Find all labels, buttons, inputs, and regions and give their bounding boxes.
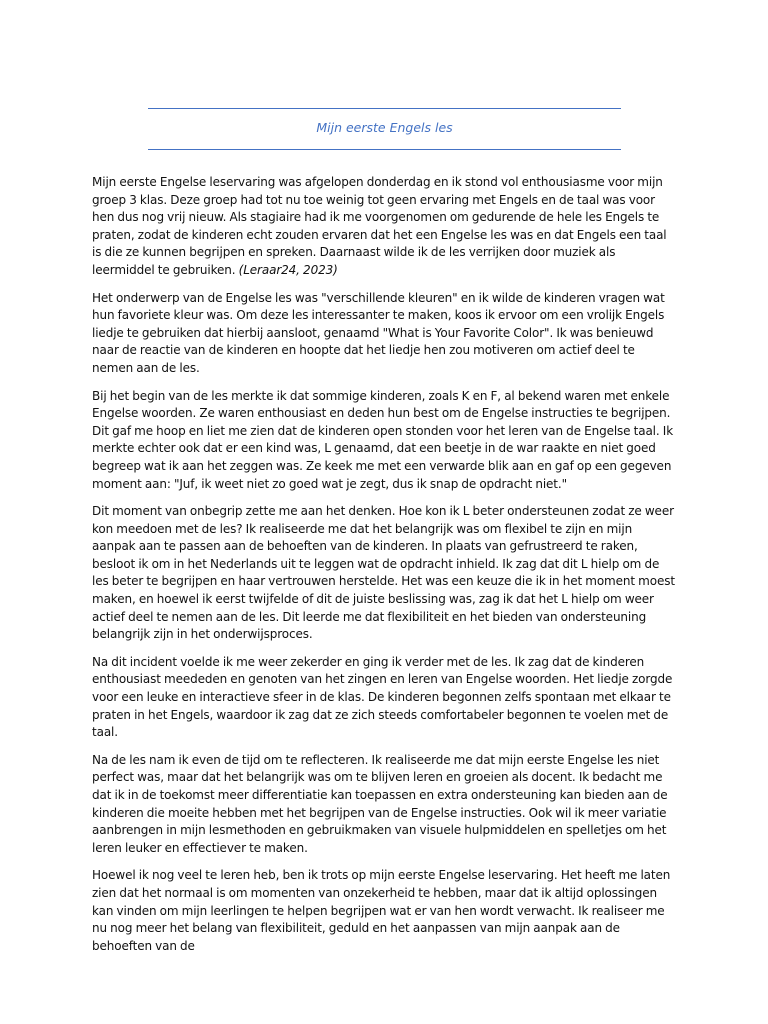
title-block	[148, 108, 621, 150]
citation: (Leraar24, 2023)	[238, 262, 338, 277]
paragraph-3: Bij het begin van de les merkte ik dat sommige kinderen, zoals K en F, al bekend waren met enkele Engelse woorden. Ze waren enthousiast en deden hun best om de Engelse instructies te begrijpen. Dit gaf me hoop en liet me zien dat de kinderen open stonden voor het leren van de Engelse taal. Ik merkte echter ook dat er een kind was, L genaamd, dat een beetje in de war raakte en niet goed begreep wat ik aan het zeggen was. Ze keek me met een verwarde blik aan en gaf op een gegeven moment aan: "Juf, ik weet niet zo goed wat je zegt, dus ik snap de opdracht niet."	[92, 388, 674, 491]
title-top-rule	[148, 108, 621, 109]
document-body	[92, 174, 678, 965]
title-bottom-rule	[148, 149, 621, 150]
paragraph-1	[92, 174, 678, 280]
paragraph-4: Dit moment van onbegrip zette me aan het denken. Hoe kon ik L beter ondersteunen zodat ze weer kon meedoen met de les? Ik realiseerde me dat het belangrijk was om flexibel te zijn en mijn aanpak aan te passen aan de behoeften van de kinderen. In plaats van gefrustreerd te raken, besloot ik om in het Nederlands uit te leggen wat de opdracht inhield. Ik zag dat dit L hielp om de les beter te begrijpen en haar vertrouwen herstelde. Het was een keuze die ik in het moment moest maken, en hoewel ik eerst twijfelde of dit de juiste beslissing was, zag ik dat het L hielp om weer actief deel te nemen aan de les. Dit leerde me dat flexibiliteit en het bieden van ondersteuning belangrijk zijn in het onderwijsproces.	[92, 504, 675, 642]
paragraph-1-text: Mijn eerste Engelse leservaring was afgelopen donderdag en ik stond vol enthousiasme voor mijn groep 3 klas. Deze groep had tot nu toe weinig tot geen ervaring met Engels en de taal was voor hen dus nog vrij nieuw. Als stagiaire had ik me voorgenomen om gedurende de hele les Engels te praten, zodat de kinderen echt zouden ervaren dat het een Engelse les was en dat Engels een taal is die ze kunnen begrijpen en spreken. Daarnaast wilde ik de les verrijken door muziek als leermiddel te gebruiken.	[92, 175, 667, 277]
paragraph-5: Na dit incident voelde ik me weer zekerder en ging ik verder met de les. Ik zag dat de kinderen enthousiast meededen en genoten van het zingen en leren van Engelse woorden. Het liedje zorgde voor een leuke en interactieve sfeer in de klas. De kinderen begonnen zelfs spontaan met elkaar te praten in het Engels, waardoor ik zag dat ze zich steeds comfortabeler begonnen te voelen met de taal.	[92, 654, 673, 740]
paragraph-6: Na de les nam ik even de tijd om te reflecteren. Ik realiseerde me dat mijn eerste Engelse les niet perfect was, maar dat het belangrijk was om te blijven leren en groeien als docent. Ik bedacht me dat ik in de toekomst meer differentiatie kan toepassen en extra ondersteuning kan bieden aan de kinderen die moeite hebben met het begrijpen van de Engelse instructies. Ook wil ik meer variatie aanbrengen in mijn lesmethoden en gebruikmaken van visuele hulpmiddelen en spelletjes om het leren leuker en effectiever te maken.	[92, 752, 668, 855]
document-title: Mijn eerste Engels les	[316, 120, 453, 135]
paragraph-2: Het onderwerp van de Engelse les was "verschillende kleuren" en ik wilde de kinderen vragen wat hun favoriete kleur was. Om deze les interessanter te maken, koos ik ervoor om een vrolijk Engels liedje te gebruiken dat hierbij aansloot, genaamd "What is Your Favorite Color". Ik was benieuwd naar de reactie van de kinderen en hoopte dat het liedje hen zou motiveren om actief deel te nemen aan de les.	[92, 290, 665, 375]
paragraph-7: Hoewel ik nog veel te leren heb, ben ik trots op mijn eerste Engelse leservaring. Het heeft me laten zien dat het normaal is om momenten van onzekerheid te hebben, maar dat ik altijd oplossingen kan vinden om mijn leerlingen te helpen begrijpen wat er van hen wordt verwacht. Ik realiseer me nu nog meer het belang van flexibiliteit, geduld en het aanpassen van mijn aanpak aan de behoeften van de	[92, 868, 671, 953]
